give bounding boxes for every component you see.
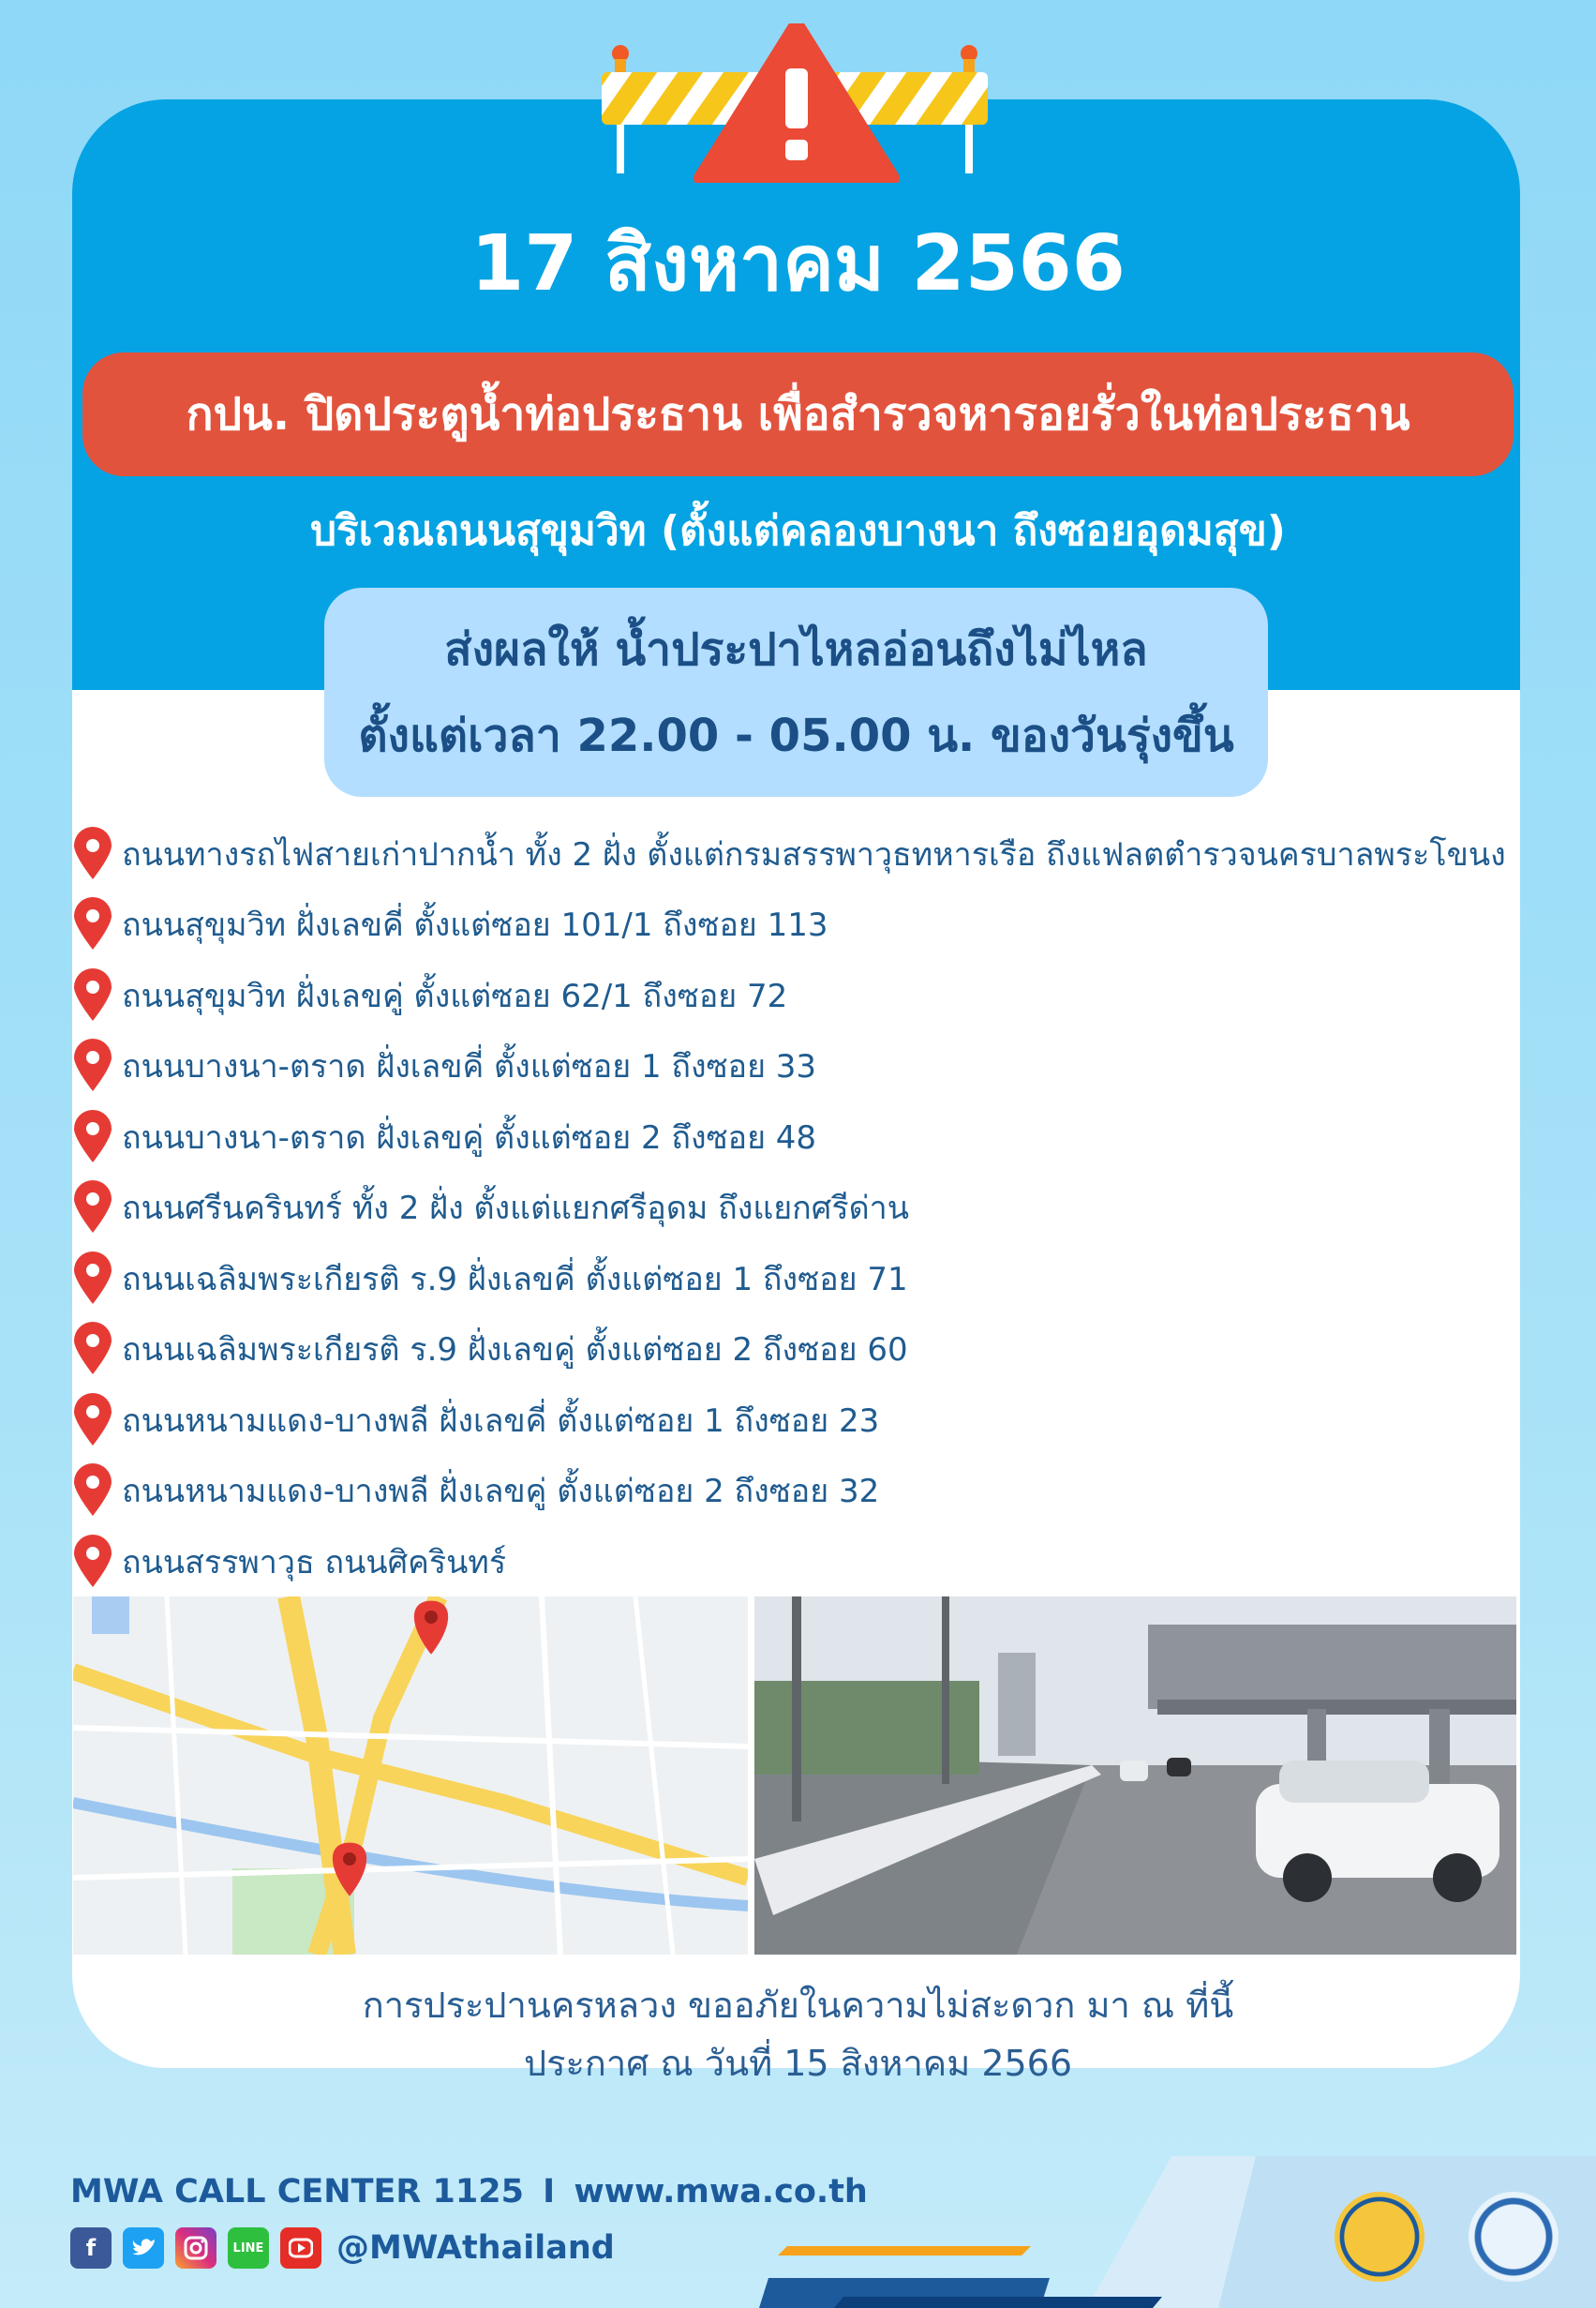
area-text: ถนนหนามแดง-บางพลี ฝั่งเลขคู่ ตั้งแต่ซอย 2 ถึงซอย 32 bbox=[122, 1473, 880, 1511]
area-list-item bbox=[73, 1031, 1521, 1102]
area-text: ถนนหนามแดง-บางพลี ฝั่งเลขคี่ ตั้งแต่ซอย 1 ถึงซอย 23 bbox=[122, 1401, 880, 1440]
headline-banner: กปน. ปิดประตูน้ำท่อประธาน เพื่อสำรวจหารอยรั่วในท่อประธาน bbox=[82, 352, 1514, 476]
warning-barrier-icon bbox=[600, 23, 993, 183]
area-list-item bbox=[73, 1385, 1521, 1456]
royal-emblem-logo bbox=[1335, 2192, 1424, 2282]
area-text: ถนนสรรพาวุธ ถนนศิครินทร์ bbox=[122, 1543, 507, 1581]
area-text: ถนนบางนา-ตราด ฝั่งเลขคู่ ตั้งแต่ซอย 2 ถึงซอย 48 bbox=[122, 1118, 817, 1157]
line-icon[interactable]: LINE bbox=[228, 2227, 269, 2269]
map-pin-icon bbox=[73, 827, 112, 881]
map-image bbox=[73, 1596, 748, 1955]
website-link[interactable]: www.mwa.co.th bbox=[574, 2173, 868, 2211]
mwa-logo bbox=[1469, 2192, 1559, 2282]
map-pin-icon bbox=[73, 897, 112, 952]
call-center: MWA CALL CENTER 1125 bbox=[70, 2173, 524, 2211]
effect-box bbox=[324, 588, 1268, 797]
area-text: ถนนบางนา-ตราด ฝั่งเลขคี่ ตั้งแต่ซอย 1 ถึงซอย 33 bbox=[122, 1048, 817, 1087]
affected-areas-list bbox=[73, 818, 1521, 1597]
map-pin-icon bbox=[73, 1251, 112, 1306]
area-text: ถนนสุขุมวิท ฝั่งเลขคี่ ตั้งแต่ซอย 101/1 ถึงซอย 113 bbox=[122, 907, 828, 945]
area-list-item bbox=[73, 1102, 1521, 1173]
announcement-date: 17 สิงหาคม 2566 bbox=[470, 219, 1126, 308]
area-list-item bbox=[73, 818, 1521, 890]
map-pin-icon bbox=[73, 1322, 112, 1376]
area-text: ถนนสุขุมวิท ฝั่งเลขคู่ ตั้งแต่ซอย 62/1 ถึงซอย 72 bbox=[122, 977, 788, 1015]
area-text: ถนนเฉลิมพระเกียรติ ร.9 ฝั่งเลขคู่ ตั้งแต่ซอย 2 ถึงซอย 60 bbox=[122, 1331, 908, 1370]
area-list-item bbox=[73, 1243, 1521, 1314]
area-text: ถนนทางรถไฟสายเก่าปากน้ำ ทั้ง 2 ฝั่ง ตั้งแต่กรมสรรพาวุธทหารเรือ ถึงแฟลตตำรวจนครบาลพระโขนง bbox=[122, 835, 1506, 874]
map-pin-icon bbox=[73, 1180, 112, 1235]
area-list-item bbox=[73, 1173, 1521, 1244]
map-pin-icon bbox=[73, 1393, 112, 1447]
area-list-item bbox=[73, 1314, 1521, 1386]
area-list-item bbox=[73, 1526, 1521, 1597]
footer-decoration bbox=[731, 2156, 1596, 2308]
map-pin-icon bbox=[73, 968, 112, 1023]
twitter-icon[interactable] bbox=[123, 2227, 164, 2269]
area-list-item bbox=[73, 1456, 1521, 1527]
area-text: ถนนศรีนครินทร์ ทั้ง 2 ฝั่ง ตั้งแต่แยกศรีอุดม ถึงแยกศรีด่าน bbox=[122, 1190, 910, 1228]
area-list-item bbox=[73, 960, 1521, 1031]
photo-row bbox=[73, 1596, 1516, 1955]
area-subtitle: บริเวณถนนสุขุมวิท (ตั้งแต่คลองบางนา ถึงซอยอุดมสุข) bbox=[310, 507, 1286, 555]
area-text: ถนนเฉลิมพระเกียรติ ร.9 ฝั่งเลขคี่ ตั้งแต่ซอย 1 ถึงซอย 71 bbox=[122, 1260, 908, 1298]
effect-line-1: ส่งผลให้ น้ำประปาไหลอ่อนถึงไม่ไหล bbox=[444, 622, 1148, 676]
map-pin-icon bbox=[73, 1110, 112, 1164]
map-pin-icon bbox=[73, 1463, 112, 1518]
map-pin-icon bbox=[73, 1039, 112, 1093]
street-photo bbox=[754, 1596, 1516, 1955]
area-list-item bbox=[73, 890, 1521, 961]
map-pin-icon bbox=[73, 1535, 112, 1589]
youtube-icon[interactable] bbox=[280, 2227, 321, 2269]
apology-text: การประปานครหลวง ขออภัยในความไม่สะดวก มา ณ ที่นี้ bbox=[362, 1985, 1234, 2026]
separator: I bbox=[543, 2173, 556, 2211]
social-row bbox=[70, 2227, 615, 2269]
facebook-icon[interactable]: f bbox=[70, 2227, 112, 2269]
effect-line-2: ตั้งแต่เวลา 22.00 - 05.00 น. ของวันรุ่งขึ้น bbox=[358, 709, 1234, 762]
social-handle[interactable]: @MWAthailand bbox=[336, 2229, 615, 2267]
instagram-icon[interactable] bbox=[175, 2227, 216, 2269]
announcement-date-note: ประกาศ ณ วันที่ 15 สิงหาคม 2566 bbox=[523, 2043, 1073, 2084]
